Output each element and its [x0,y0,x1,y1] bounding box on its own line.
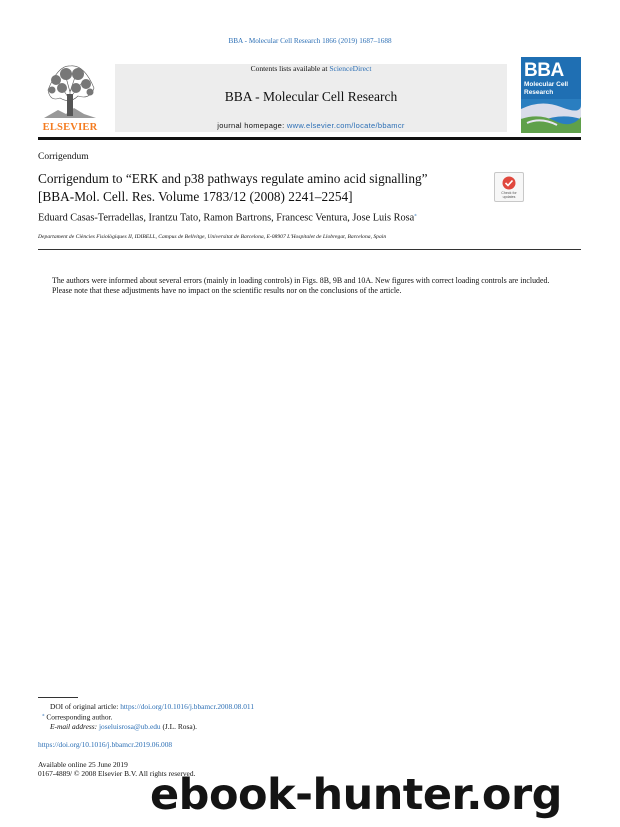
elsevier-wordmark: ELSEVIER [42,122,98,133]
footnote-corresponding-mark: ⁎ [42,713,45,718]
sciencedirect-link[interactable]: ScienceDirect [329,64,372,73]
article-doi-link[interactable]: https://doi.org/10.1016/j.bbamcr.2019.06.008 [38,740,173,749]
homepage-prefix: journal homepage: [217,121,287,130]
cover-image [521,99,581,133]
body-paragraph-2: Please note that these adjustments have no impact on the scientific results nor on the conclusions of the article. [52,286,402,296]
cover-subtitle [524,81,568,96]
available-online: Available online 25 June 2019 [38,760,128,769]
affiliation-rule [38,249,581,250]
article-body [38,276,581,297]
authors-text: Eduard Casas-Terradellas, Irantzu Tato, Ramon Bartrons, Francesc Ventura, Jose Luis Rosa [38,212,415,224]
article-title [38,170,483,206]
journal-cover-thumbnail[interactable] [521,57,581,133]
author-affiliation: Departament de Ciències Fisiològiques II, IDIBELL, Campus de Bellvitge, Universitat de Barcelona, E-08907 L'Hospitalet de Llobregat, Barcelona, Spain [38,234,387,240]
copyright-line: 0167-4889/ © 2008 Elsevier B.V. All rights reserved. [38,769,196,778]
check-updates-label-1: Check for [501,191,517,195]
contents-prefix: Contents lists available at [250,64,330,73]
footnote-corresponding [42,712,112,721]
article-title-line-2: [BBA-Mol. Cell. Res. Volume 1783/12 (2008) 2241–2254] [38,189,353,204]
body-paragraph-1: The authors were informed about several errors (mainly in loading controls) in Figs. 8B, 9B and 10A. New figures with correct loading controls are included. [52,276,550,285]
footnote-original-doi [50,702,254,711]
cover-title: BBA [524,60,564,81]
corresponding-author-mark[interactable]: ⁎ [414,213,417,218]
footnote-email [50,722,197,731]
article-title-line-1: Corrigendum to “ERK and p38 pathways regulate amino acid signalling” [38,171,428,186]
journal-homepage-line [115,121,507,130]
cover-subtitle-line-1: Molecular Cell [524,81,569,88]
footnote-rule [38,697,78,698]
check-updates-label-2: updates [502,195,516,199]
running-citation[interactable] [0,37,620,45]
cover-subtitle-line-2: Research [524,88,554,96]
citation-link[interactable]: BBA - Molecular Cell Research 1866 (2019) 1687–1688 [228,37,392,45]
watermark-text: ebook-hunter.org [150,770,562,820]
check-for-updates-badge[interactable] [494,172,524,202]
author-list [38,212,417,223]
corresponding-text: Corresponding author. [44,712,113,722]
homepage-link[interactable]: www.elsevier.com/locate/bbamcr [286,121,405,130]
email-suffix: (J.L. Rosa). [160,722,197,731]
header-rule [38,137,581,140]
original-doi-link[interactable]: https://doi.org/10.1016/j.bbamcr.2008.08.011 [120,702,255,711]
email-link[interactable]: joseluisrosa@ub.edu [99,722,161,731]
article-type: Corrigendum [38,152,89,162]
doi-label: DOI of original article: [50,702,121,711]
contents-line [115,64,507,73]
journal-title: BBA - Molecular Cell Research [224,89,398,104]
email-label: E-mail address: [50,722,99,731]
